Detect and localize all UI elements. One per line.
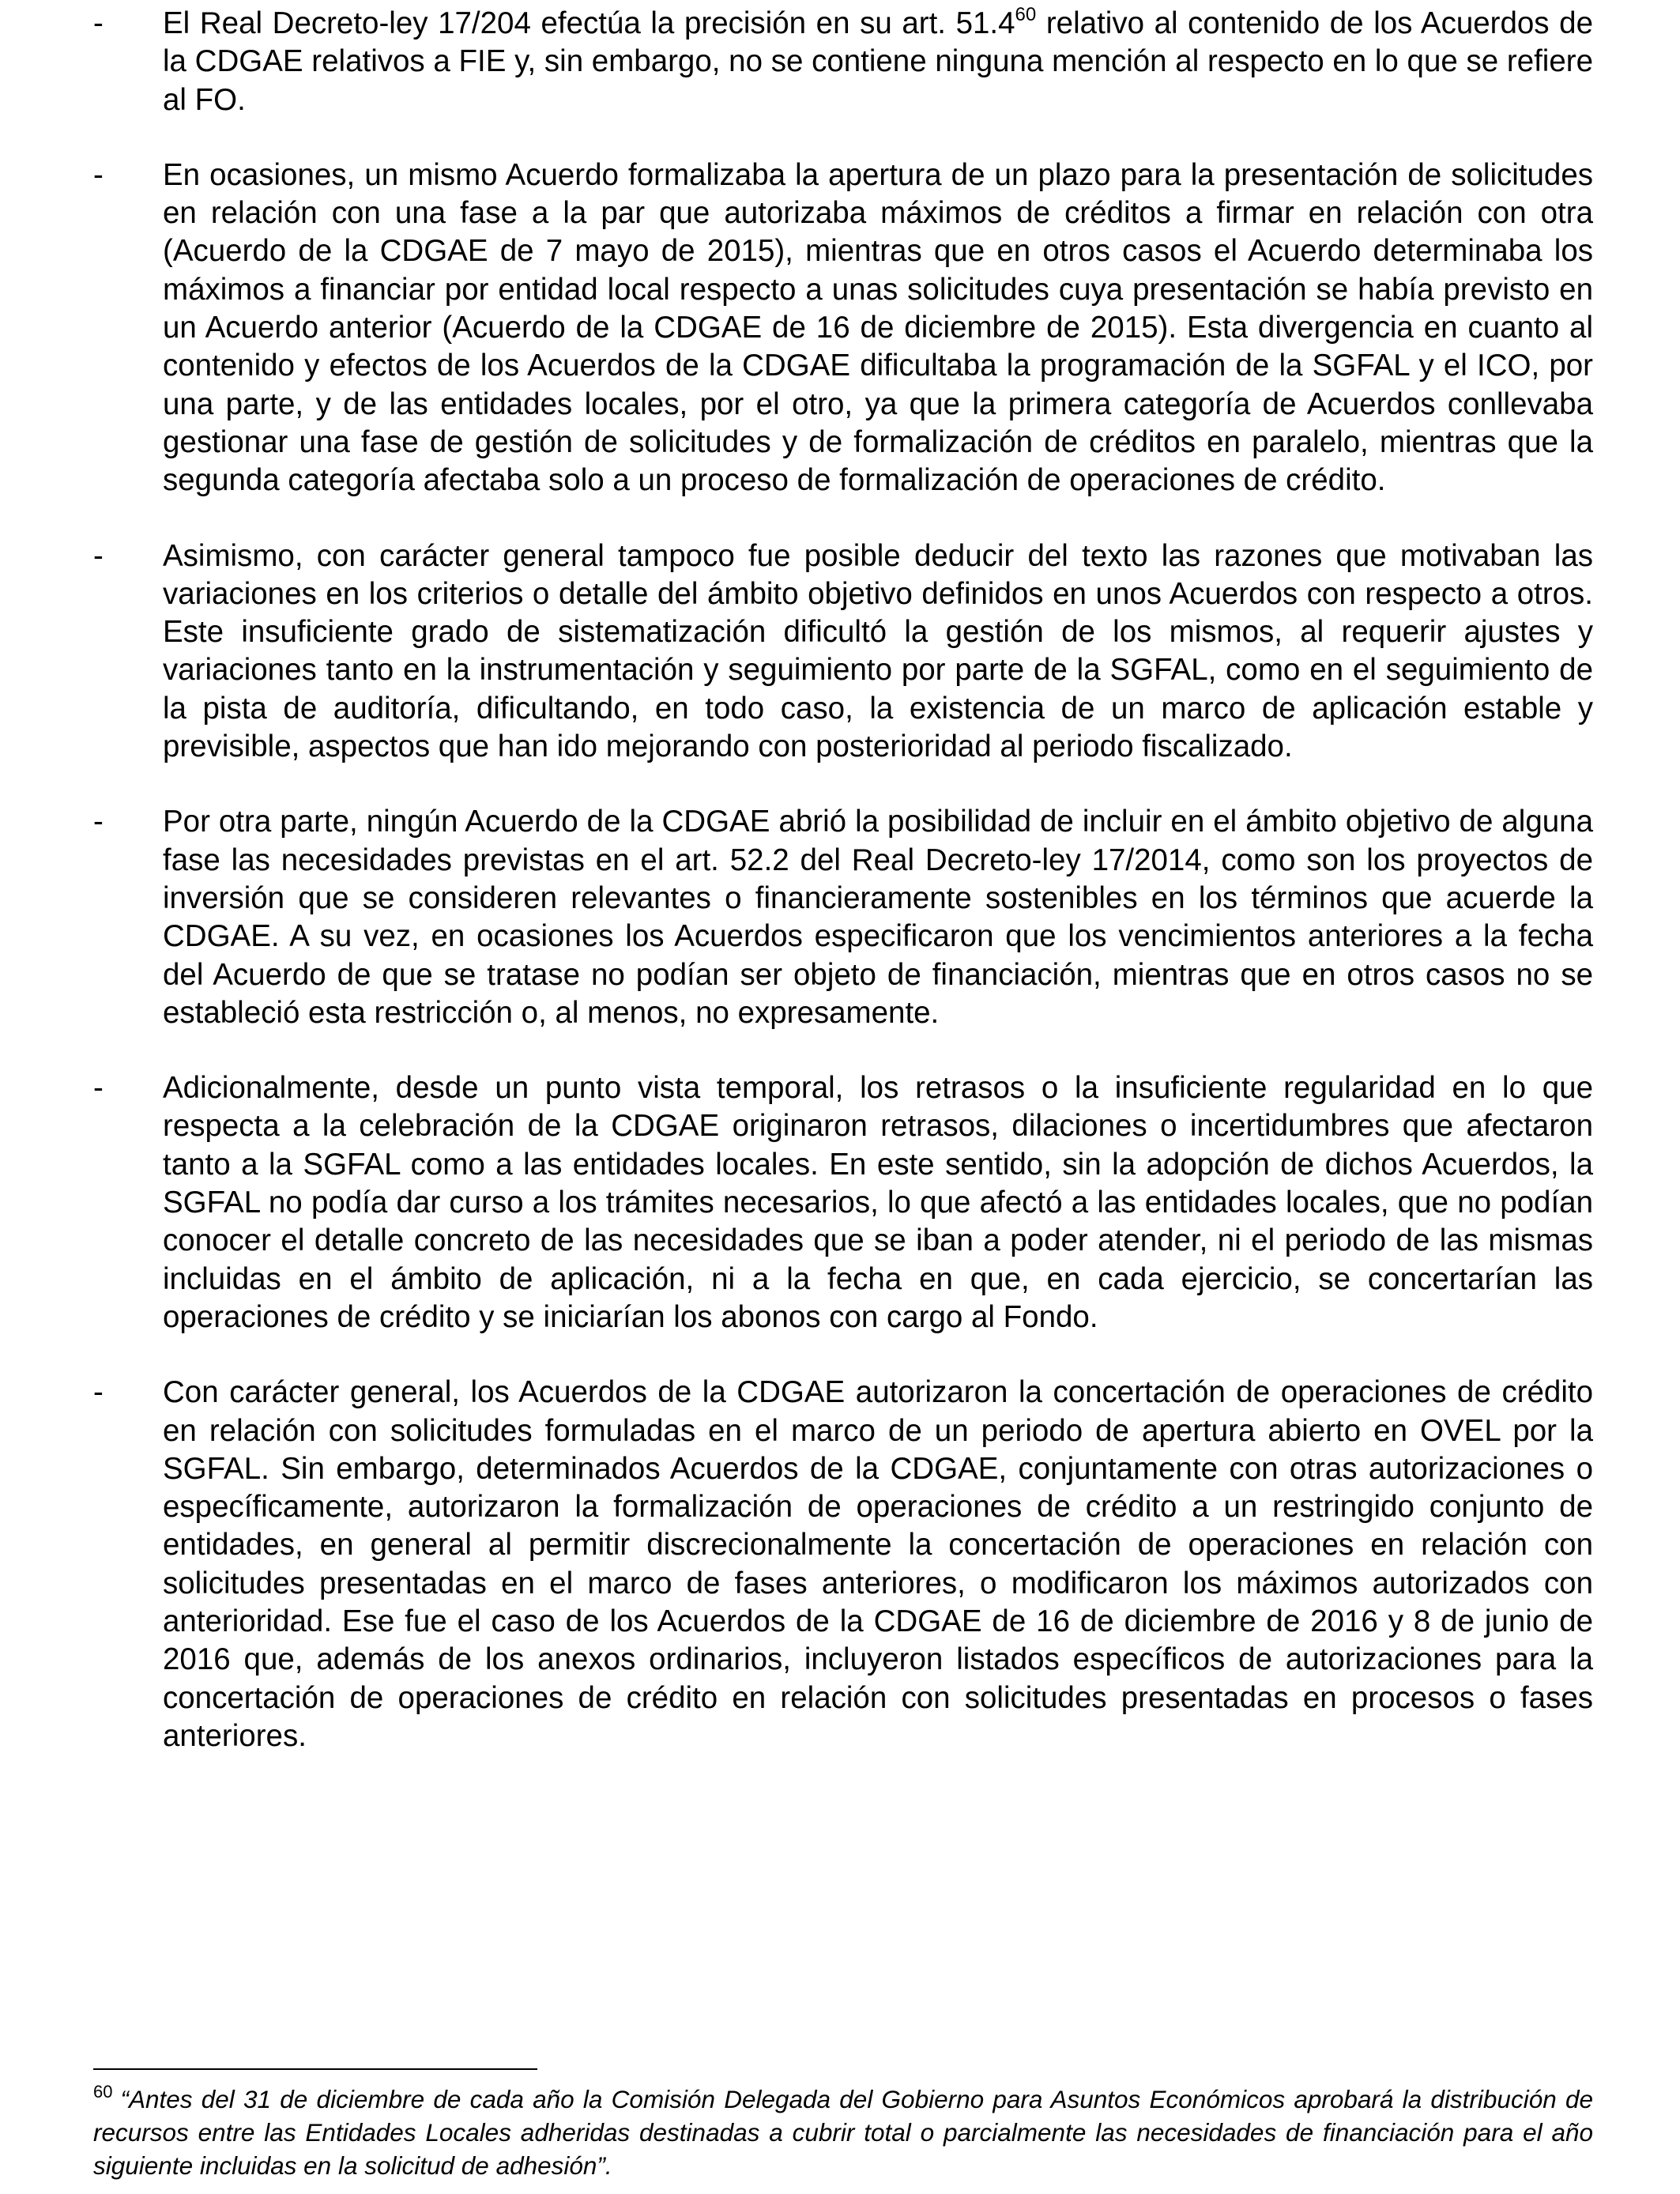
bullet-text: Con carácter general, los Acuerdos de la CDGAE autorizaron la concertación de operaciones de crédito en relación con solicitudes formuladas en el marco de un periodo de apertura abierto en OVEL por la SGFAL. Sin embargo, determinados Acuerdos de la CDGAE, conjuntamente con otras autorizaciones o específicamente, autorizaron la formalización de operaciones de crédito a un restringido conjunto de entidades, en general al permitir discrecionalmente la concertación de operaciones en relación con solicitudes presentadas en el marco de fases anteriores, o modificaron los máximos autorizados con anterioridad. Ese fue el caso de los Acuerdos de la CDGAE de 16 de diciembre de 2016 y 8 de junio de 2016 que, además de los anexos ordinarios, incluyeron listados específicos de autorizaciones para la concertación de operaciones de crédito en relación con solicitudes presentadas en procesos o fases anteriores. [163,1375,1593,1753]
bullet-item-4 [87,803,1593,1032]
bullet-marker: - [93,805,104,839]
bullet-marker: - [93,6,104,40]
bullet-text: En ocasiones, un mismo Acuerdo formalizaba la apertura de un plazo para la presentación de solicitudes en relación con una fase a la par que autorizaba máximos de créditos a firmar en relación con otra (Acuerdo de la CDGAE de 7 mayo de 2015), mientras que en otros casos el Acuerdo determinaba los máximos a financiar por entidad local respecto a unas solicitudes cuya presentación se había previsto en un Acuerdo anterior (Acuerdo de la CDGAE de 16 de diciembre de 2015). Esta divergencia en cuanto al contenido y efectos de los Acuerdos de la CDGAE dificultaba la programación de la SGFAL y el ICO, por una parte, y de las entidades locales, por el otro, ya que la primera categoría de Acuerdos conllevaba gestionar una fase de gestión de solicitudes y de formalización de créditos en paralelo, mientras que la segunda categoría afectaba solo a un proceso de formalización de operaciones de crédito. [163,157,1593,498]
footnote-text: “Antes del 31 de diciembre de cada año la Comisión Delegada del Gobierno para Asuntos Económicos aprobará la distribución de recursos entre las Entidades Locales adheridas destinadas a cubrir total o parcialmente las necesidades de financiación para el año siguiente incluidas en la solicitud de adhesión”. [93,2085,1593,2180]
bullet-marker: - [93,538,104,573]
bullet-item-5 [87,1069,1593,1336]
bullet-text-after-ref: relativo al contenido de los Acuerdos de la CDGAE relativos a FIE y, sin embargo, no se contiene ninguna mención al respecto en lo que se refiere al FO. [163,6,1593,117]
bullet-item-3 [87,537,1593,767]
bullet-text: Adicionalmente, desde un punto vista temporal, los retrasos o la insuficiente regularidad en lo que respecta a la celebración de la CDGAE originaron retrasos, dilaciones o incertidumbres que afectaron tanto a la SGFAL como a las entidades locales. En este sentido, sin la adopción de dichos Acuerdos, la SGFAL no podía dar curso a los trámites necesarios, lo que afectó a las entidades locales, que no podían conocer el detalle concreto de las necesidades que se iban a poder atender, ni el periodo de las mismas incluidas en el ámbito de aplicación, ni a la fecha en que, en cada ejercicio, se concertarían las operaciones de crédito y se iniciarían los abonos con cargo al Fondo. [163,1071,1593,1334]
bullet-marker: - [93,1375,104,1410]
bullet-item-6 [87,1374,1593,1755]
bullet-list [87,5,1593,1793]
bullet-marker: - [93,157,104,192]
bullet-item-1 [87,5,1593,119]
footnote-reference[interactable]: 60 [1015,4,1037,25]
bullet-marker: - [93,1071,104,1106]
footnote [93,2083,1593,2182]
bullet-item-2 [87,156,1593,500]
footnote-separator [93,2068,537,2070]
bullet-text: Por otra parte, ningún Acuerdo de la CDGAE abrió la posibilidad de incluir en el ámbito objetivo de alguna fase las necesidades previstas en el art. 52.2 del Real Decreto-ley 17/2014, como son los proyectos de inversión que se consideren relevantes o financieramente sostenibles en los términos que acuerde la CDGAE. A su vez, en ocasiones los Acuerdos especificaron que los vencimientos anteriores a la fecha del Acuerdo de que se tratase no podían ser objeto de financiación, mientras que en otros casos no se estableció esta restricción o, al menos, no expresamente. [163,805,1593,1030]
bullet-text-before-ref: El Real Decreto-ley 17/204 efectúa la precisión en su art. 51.4 [163,6,1015,40]
bullet-text [163,5,1593,119]
footnote-number: 60 [93,2082,113,2102]
bullet-text: Asimismo, con carácter general tampoco fue posible deducir del texto las razones que motivaban las variaciones en los criterios o detalle del ámbito objetivo definidos en unos Acuerdos con respecto a otros. Este insuficiente grado de sistematización dificultó la gestión de los mismos, al requerir ajustes y variaciones tanto en la instrumentación y seguimiento por parte de la SGFAL, como en el seguimiento de la pista de auditoría, dificultando, en todo caso, la existencia de un marco de aplicación estable y previsible, aspectos que han ido mejorando con posterioridad al periodo fiscalizado. [163,538,1593,764]
